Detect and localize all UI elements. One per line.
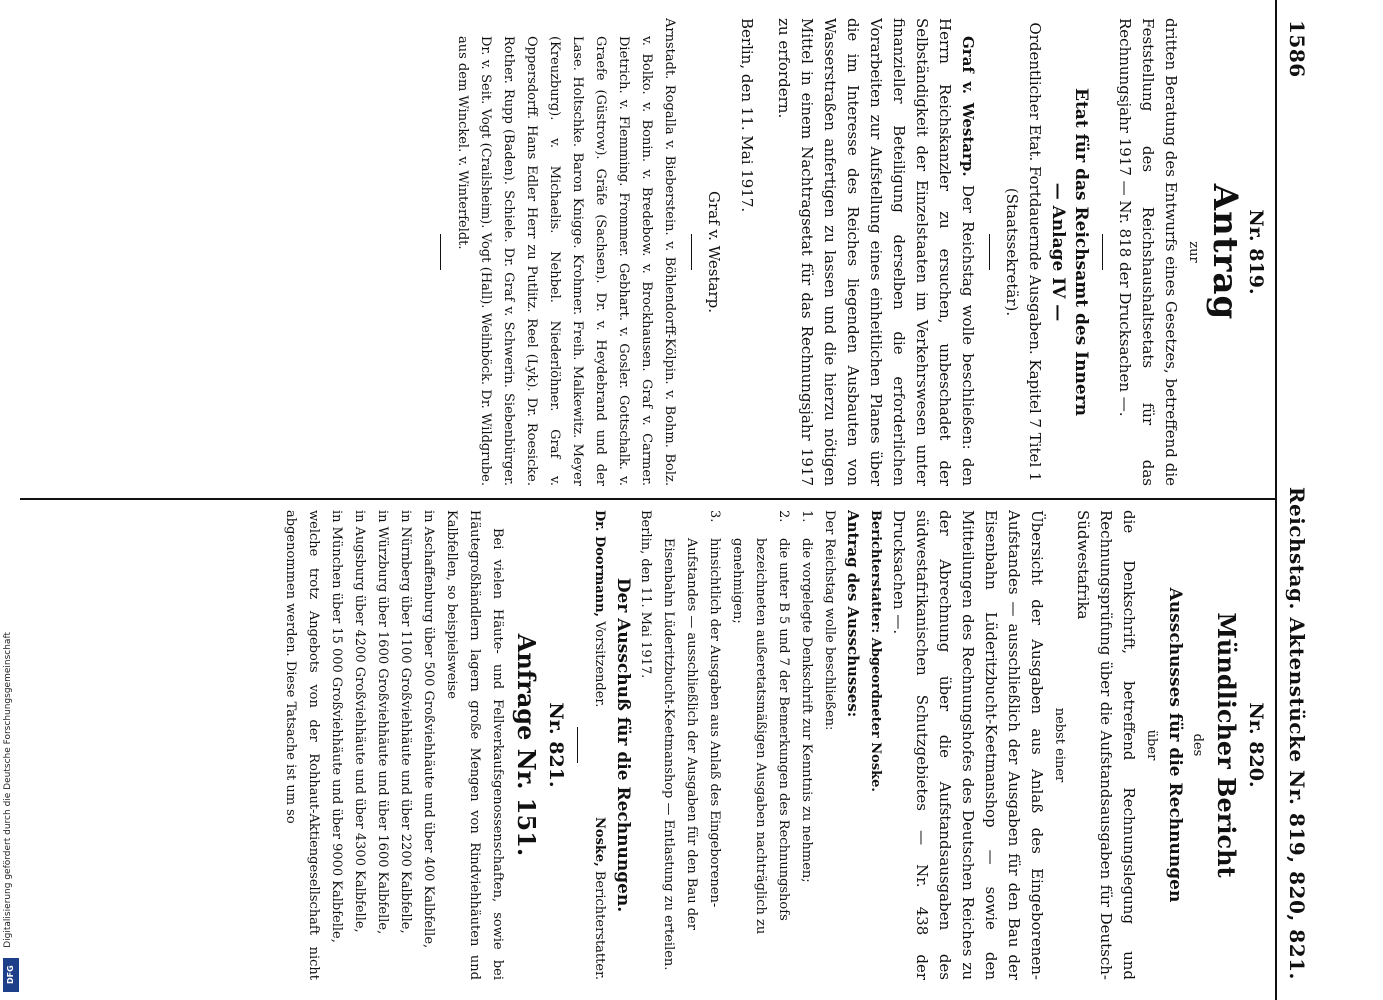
separator	[989, 234, 990, 270]
document-number-821: Nr. 821.	[545, 702, 567, 788]
committee-signature: Der Ausschuß für die Rechnungen.	[613, 577, 633, 913]
separator	[440, 234, 441, 270]
list-item: in Augsburg über 4200 Großviehhäute und über 4300 Kalbfelle,	[352, 510, 367, 933]
anfrage-ending: welche trotz Angebots von der Rohhaut-Aktiengesellschaft nicht abgenommen werden. Diese Tatsache ist um so	[283, 510, 321, 980]
berichterstatter-line: Berichterstatter: Abgeordneter Noske.	[868, 510, 883, 792]
dateline: Berlin, den 11. Mai 1917.	[638, 510, 653, 679]
etat-heading: Etat für das Reichsamt des Innern	[1071, 88, 1091, 416]
header-rule	[1275, 0, 1277, 1000]
dfg-credit-text: Digitalisierung gefördert durch die Deutsche Forschungsgemeinschaft	[3, 632, 13, 948]
anlage-heading: — Anlage IV —	[1048, 182, 1068, 322]
left-column	[20, 18, 1271, 486]
report-title: Mündlicher Bericht	[1212, 612, 1241, 878]
dfg-logo: DFG	[3, 958, 19, 992]
chair-name: Dr. Doormann,	[592, 510, 607, 618]
uebersicht-text: Übersicht der Ausgaben aus Anlaß des Eingeborenen-Aufstandes — ausschließlich der Ausgaben für den Bau der Eisenbahn Lüderitzbucht-Keetmanshop — sowie den Mitteilungen des Rechnungshofes des Deutschen Reiches zu der Abrechnung über die Aufstandsausgaben des südwestafrikanischen Schutzgebietes — Nr. 438 der Drucksachen —.	[890, 510, 1046, 980]
signer: Graf v. Westarp.	[705, 191, 723, 313]
antrag-title: Antrag	[1205, 183, 1245, 321]
page-number: 1586	[1285, 20, 1309, 78]
running-title: Reichstag. Aktenstücke Nr. 819, 820, 821.	[1285, 486, 1309, 980]
list-item: in Nürnberg über 1100 Großviehhäute und über 2200 Kalbfelle,	[398, 510, 413, 934]
list-item: in München über 15 000 Großviehhäute und über 9000 Kalbfelle,	[329, 510, 344, 943]
antrag-des-ausschusses: Antrag des Ausschusses:	[844, 510, 862, 718]
reporter-name: Noske,	[592, 817, 607, 867]
list-item: in Würzburg über 1600 Großviehhäute und über 1600 Kalbfelle,	[375, 510, 390, 935]
ueber-label: über	[1144, 729, 1159, 761]
digitization-credit	[0, 0, 24, 1000]
nebst-label: nebst einer	[1052, 707, 1067, 783]
anfrage-title: Anfrage Nr. 151.	[512, 633, 541, 857]
right-column	[20, 510, 1271, 980]
column-divider	[20, 498, 1277, 500]
antrag-intro: dritten Beratung des Entwurfs eines Gesetzes, betreffend die Feststellung des Reichshaushaltsetats für das Rechnungsjahr 1917 — Nr. 818 der Drucksachen —.	[1116, 18, 1180, 486]
list-item: 1. die vorgelegte Denkschrift zur Kenntnis zu nehmen;	[799, 510, 814, 883]
document-number-820: Nr. 820.	[1245, 702, 1267, 788]
motion-author: Graf v. Westarp.	[959, 36, 977, 177]
list-item: in Aschaffenburg über 500 Großviehhäute und über 400 Kalbfelle,	[421, 510, 436, 949]
motion-body: Der Reichstag wolle beschließen: den Herrn Reichskanzler zu ersuchen, unbeschadet der Selbständigkeit der Einzelstaaten im Verkehrswesen unter finanzieller Beteiligung derselben die erforderlichen Vorarbeiten zur Aufstellung eines einheitlichen Planes über die im Interesse des Reiches liegenden Ausbauten von Wasserstraßen anfertigen zu lassen und die hierzu nötigen Mittel in einem Nachtragsetat für das Rechnungsjahr 1917 zu erfordern.	[775, 18, 977, 486]
des-label: des	[1190, 733, 1205, 757]
list-item: 2. die unter B 5 und 7 der Bemerkungen des Rechnungshofs bezeichneten außeretatsmäßigen Ausgaben nachträglich zu genehmigen;	[730, 510, 791, 935]
antrag-intro-line: Der Reichstag wolle beschließen:	[822, 510, 837, 731]
ordentlicher-etat: Ordentlicher Etat. Fortdauernde Ausgaben. Kapitel 7 Titel 1 (Staatssekretär).	[1003, 22, 1044, 482]
zur-label: zur	[1186, 241, 1201, 263]
separator	[577, 727, 578, 763]
signatures	[588, 510, 611, 980]
reporter-role: Berichterstatter.	[592, 870, 607, 980]
committee-title: Ausschusses für die Rechnungen	[1165, 587, 1185, 903]
dateline: Berlin, den 11. Mai 1917.	[738, 18, 756, 213]
report-intro: die Denkschrift, betreffend Rechnungslegung und Rechnungsprüfung über die Aufstandsausgaben für Deutsch-Südwestafrika	[1074, 510, 1138, 980]
motion-text	[772, 18, 979, 486]
running-header	[1281, 20, 1309, 980]
separator	[691, 234, 692, 270]
list-item: 3. hinsichtlich der Ausgaben aus Anlaß des Eingeborenen-Aufstandes — ausschließlich der Ausgaben für den Bau der Eisenbahn Lüderitzbucht-Keetmanshop — Entlastung zu erteilen.	[661, 510, 722, 971]
chair-role: Vorsitzender.	[592, 621, 607, 708]
separator	[1102, 234, 1103, 270]
anfrage-text: Bei vielen Häute- und Fellverkaufsgenossenschaften, sowie bei Häutegroßhändlern lagern große Mengen von Rindviehhäuten und Kalbfellen, so beispielsweise	[444, 510, 505, 980]
supporters-list: Arnstadt. Rogalla v. Bieberstein. v. Böhlendorff-Kölpin. v. Bohm. Bolz. v. Bolko. v. Bonin. v. Bredebow. v. Brockhausen. Graf v. Carmer. Dietrich. v. Flemming. Frommer. Gebhart. v. Gosler. Gottschalk. v. Graefe (Güstrow). Gräfe (Sachsen). Dr. v. Heydebrand und der Lase. Holtschke. Baron Knigge. Krohmer. Freih. Malkewitz. Meyer (Kreuzburg). v. Michaelis. Nehbel. Niederlöhner. Graf v. Oppersdorff. Hans Edler Herr zu Putlitz. Reel (Lyk). Dr. Roesicke. Rother. Rupp (Baden). Schiele. Dr. Graf v. Schwerin. Siebenbürger. Dr. v. Seit. Vogt (Crailsheim). Vogt (Hall). Weilnböck. Dr. Wildgrube. aus dem Winckel. v. Winterfeldt.	[455, 18, 677, 486]
document-number-819: Nr. 819.	[1245, 209, 1267, 295]
